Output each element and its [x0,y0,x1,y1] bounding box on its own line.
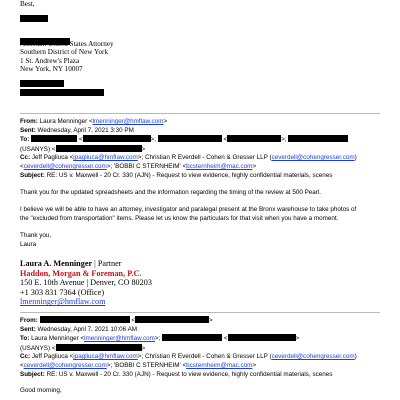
email2-cc2-link[interactable]: ceverdell@cohengresser.com [271,353,355,361]
salutation-text: Best, [20,0,35,8]
email2-from: From: < > [20,317,213,324]
signature [20,259,152,307]
signature-phone: +1 303 831 7364 (Office) [20,287,105,297]
email2-to: To: Laura Menninger <lmenninger@hmflaw.com>; < > [20,335,300,343]
email2-cc3-link[interactable]: bcsternheim@mac.com [186,361,253,369]
email2-subject: Subject: RE: US v. Maxwell - 20 Cr. 330 (AJN) - Request to view evidence, highly confidential materials, scenes [20,370,333,378]
sender-street: 1 St. Andrew's Plaza [20,56,80,65]
email2-cc2-link-b[interactable]: ceverdell@cohengresser.com [23,361,107,369]
sender-block [20,40,114,74]
signature-address: 150 E. 10th Avenue | Denver, CO 80203 [20,278,152,288]
redaction [20,82,104,100]
email1-cc: Cc: Jeff Pagliuca <jpagliuca@hmflaw.com>; Christian R Everdell - Cohen & Gresser LLP (ceverdell@cohengresser.com) [20,154,357,162]
email2-cc: Cc: Jeff Pagliuca <jpagliuca@hmflaw.com>; Christian R Everdell - Cohen & Gresser LLP (ceverdell@cohengresser.com) [20,353,357,361]
sender-city: New York, NY 10007 [20,65,83,74]
email1-header [20,118,357,180]
sender-office: Southern District of New York [20,48,109,57]
email-separator [20,113,380,114]
email1-to: To: < >; < >; [20,135,357,145]
email1-cc2-link[interactable]: ceverdell@cohengresser.com [271,154,355,162]
email1-subject: Subject: RE: US v. Maxwell - 20 Cr. 330 (AJN) - Request to view evidence, highly confidential materials, scenes [20,171,333,179]
email-separator [20,312,380,313]
email1-closing-name: Laura [20,241,37,248]
email1-body-1: Thank you for the updated spreadsheets and the information regarding the timing of the review at 500 Pearl. [20,189,322,196]
signature-title: | Partner [92,259,122,268]
signature-firm: Haddon, Morgan & Foreman, P.C. [20,268,142,278]
email1-closing: Thank you, [20,232,52,239]
email2-greeting: Good morning, [20,387,62,394]
email1-to-cont: (USANYS) < > [20,145,146,153]
email1-cc2-link-b[interactable]: ceverdell@cohengresser.com [23,162,107,170]
email2-cc-cont: <ceverdell@cohengresser.com>; 'BOBBI C STERNHEIM' <bcsternheim@mac.com> [20,361,257,369]
email1-body-3: the "excluded from transportation" items. Please let us know the particulars for that visit when you have a moment. [20,215,339,222]
email1-from-link[interactable]: lmenninger@hmflaw.com [92,118,164,125]
email1-cc-cont: <ceverdell@cohengresser.com>; 'BOBBI C STERNHEIM' <bcsternheim@mac.com> [20,162,257,170]
redaction [20,8,48,26]
signature-email-link[interactable]: lmenninger@hmflaw.com [20,297,106,307]
signature-name: Laura A. Menninger [20,259,93,268]
email2-to-cont: (USANYS) < > [20,344,146,352]
email2-header [20,316,357,379]
email2-cc1-link[interactable]: jpagliuca@hmflaw.com [73,353,138,361]
signature-name-line [20,259,152,269]
email2-sent: Sent: Wednesday, April 7, 2021 10:06 AM [20,325,138,333]
email1-sent: Sent: Wednesday, April 7, 2021 3:30 PM [20,126,134,134]
email2-to-link[interactable]: lmenninger@hmflaw.com [84,335,155,343]
email1-cc1-link[interactable]: jpagliuca@hmflaw.com [73,154,138,162]
sender-title: Assistant United States Attorney [20,40,114,48]
email1-from: From: Laura Menninger <lmenninger@hmflaw.com> [20,118,168,125]
email1-body-2: I believe we will be able to have an attorney, investigator and paralegal present at the Bronx warehouse to take photos of [20,206,357,213]
email1-cc3-link[interactable]: bcsternheim@mac.com [186,162,253,170]
